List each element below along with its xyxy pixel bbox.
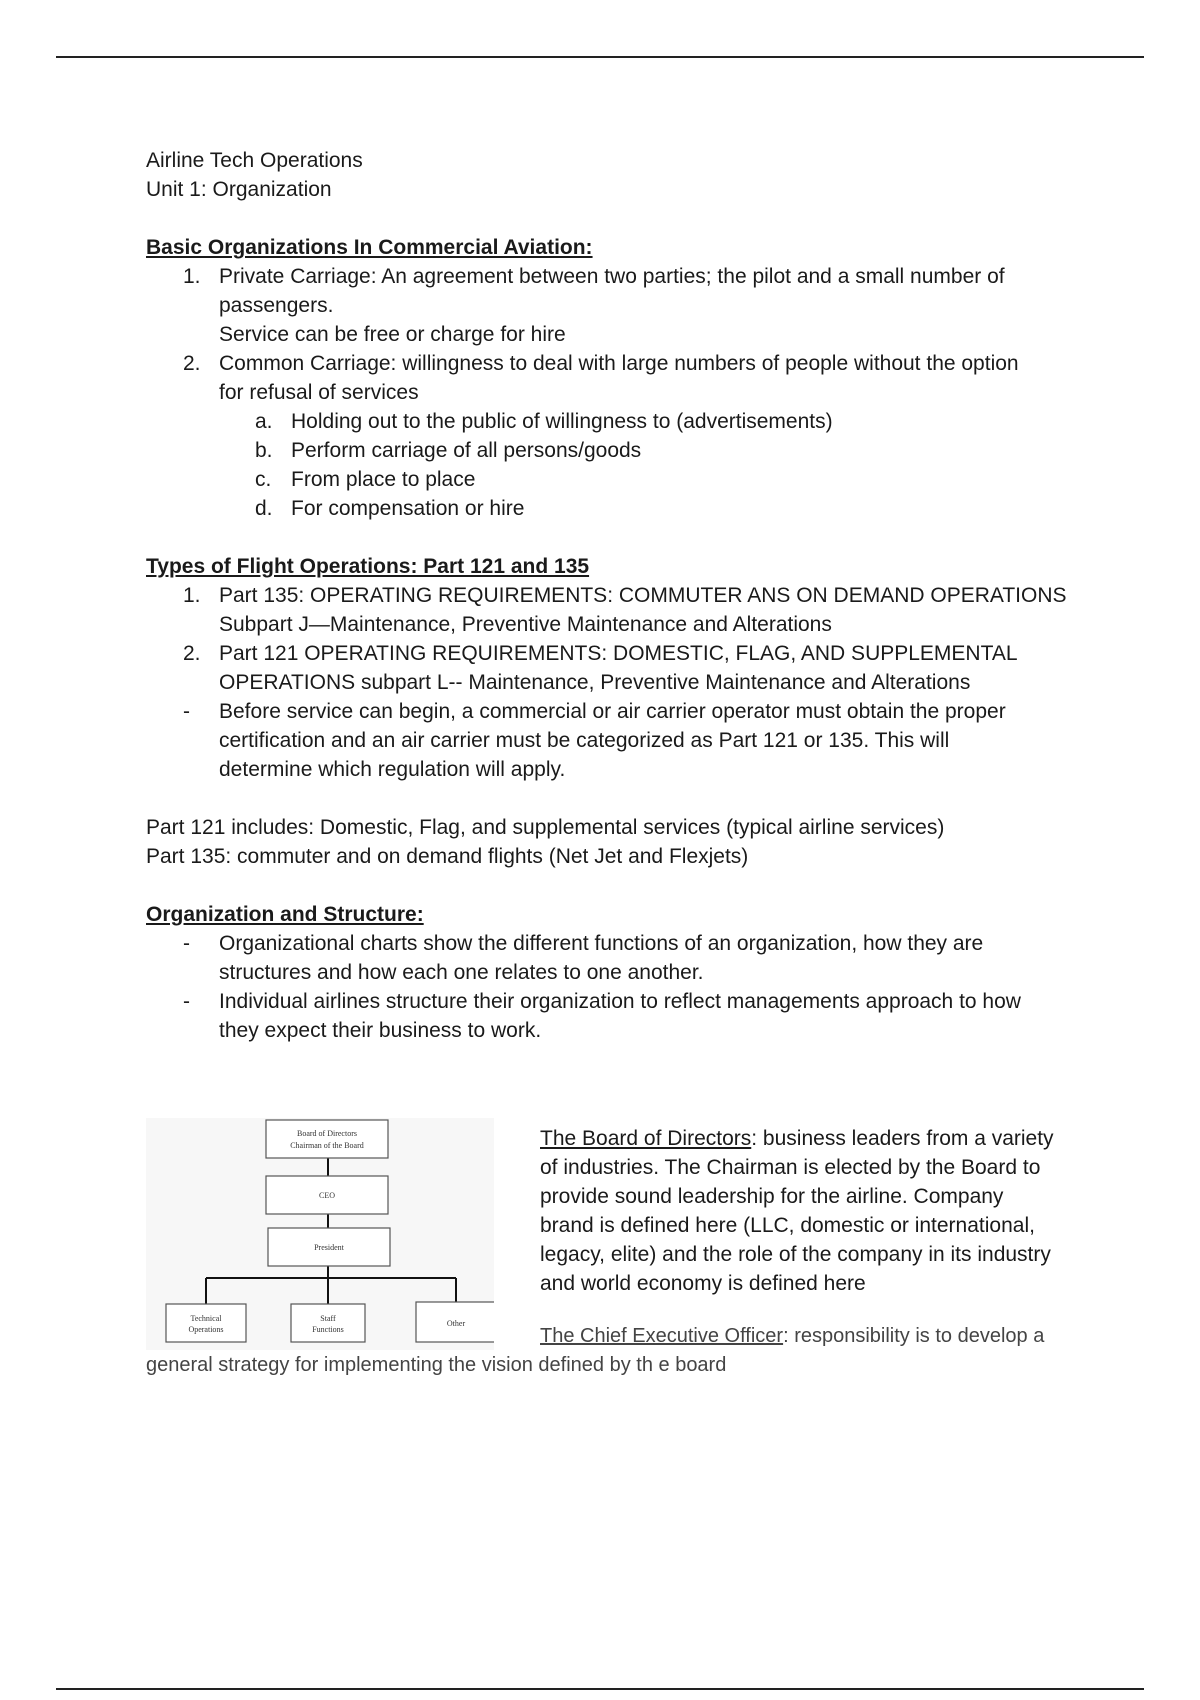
list-item-text: OPERATIONS subpart L-- Maintenance, Preventive Maintenance and Alterations: [219, 671, 971, 694]
list-marker: 1.: [183, 265, 201, 288]
ceo-paragraph: [146, 1322, 1086, 1380]
list-item: [146, 639, 1086, 697]
document-body: [146, 146, 1086, 1045]
section-heading-organization-structure: Organization and Structure:: [146, 903, 424, 926]
list-item-text: certification and an air carrier must be categorized as Part 121 or 135. This will: [219, 729, 950, 752]
ceo-title: The Chief Executive Officer: [540, 1325, 784, 1347]
board-text-line: : business leaders from a variety: [751, 1127, 1054, 1150]
list-item-text: Before service can begin, a commercial or air carrier operator must obtain the proper: [219, 700, 1006, 723]
list-marker: a.: [255, 410, 273, 433]
sub-list-item-text: From place to place: [291, 468, 476, 491]
org-label-technical-1: Technical: [190, 1314, 222, 1323]
org-label-staff-1: Staff: [320, 1314, 336, 1323]
list-item-text: Subpart J—Maintenance, Preventive Maintenance and Alterations: [219, 613, 832, 636]
unit-title: Unit 1: Organization: [146, 178, 332, 201]
org-label-board-1: Board of Directors: [297, 1129, 357, 1138]
list-item: [146, 929, 1086, 987]
list-item-text: Private Carriage: An agreement between two parties; the pilot and a small number of: [219, 265, 1005, 288]
board-text-line: legacy, elite) and the role of the company in its industry: [540, 1243, 1051, 1266]
list-item-text: Service can be free or charge for hire: [219, 323, 566, 346]
sub-list-item-text: Holding out to the public of willingness to (advertisements): [291, 410, 833, 433]
list-item-text: Organizational charts show the different functions of an organization, how they are: [219, 932, 984, 955]
list-item-text: Individual airlines structure their organization to reflect managements approach to how: [219, 990, 1021, 1013]
list-item-text: Part 121 OPERATING REQUIREMENTS: DOMESTIC, FLAG, AND SUPPLEMENTAL: [219, 642, 1018, 665]
sub-list-item-text: Perform carriage of all persons/goods: [291, 439, 642, 462]
list-item-text: structures and how each one relates to one another.: [219, 961, 704, 984]
sub-list-item: [146, 494, 1086, 523]
list-marker: c.: [255, 468, 272, 491]
list-marker: 2.: [183, 642, 201, 665]
org-label-president: President: [314, 1243, 344, 1252]
list-item: [146, 349, 1086, 407]
course-title: Airline Tech Operations: [146, 149, 363, 172]
sub-list-item: [146, 465, 1086, 494]
board-text-line: and world economy is defined here: [540, 1272, 866, 1295]
list-item-text: Part 135: OPERATING REQUIREMENTS: COMMUTER ANS ON DEMAND OPERATIONS: [219, 584, 1067, 607]
sub-list-item: [146, 436, 1086, 465]
list-item: [146, 262, 1086, 349]
note-part-121: Part 121 includes: Domestic, Flag, and supplemental services (typical airline services): [146, 816, 945, 839]
org-chart: [146, 1118, 494, 1350]
list-item: [146, 987, 1086, 1045]
list-marker: 2.: [183, 352, 201, 375]
list-marker: 1.: [183, 584, 201, 607]
list-item-text: Common Carriage: willingness to deal with large numbers of people without the option: [219, 352, 1019, 375]
sub-list-item: [146, 407, 1086, 436]
org-label-other: Other: [446, 1319, 466, 1328]
top-rule: [56, 56, 1144, 58]
list-marker: -: [183, 990, 190, 1013]
list-marker: -: [183, 932, 190, 955]
list-marker: -: [183, 700, 190, 723]
list-item: [146, 581, 1086, 639]
board-text-line: provide sound leadership for the airline. Company: [540, 1185, 1004, 1208]
org-label-staff-2: Functions: [312, 1325, 344, 1334]
board-text-line: brand is defined here (LLC, domestic or international,: [540, 1214, 1035, 1237]
board-title: The Board of Directors: [540, 1127, 752, 1150]
list-item-text: passengers.: [219, 294, 334, 317]
section-heading-basic-organizations: Basic Organizations In Commercial Aviation:: [146, 236, 593, 259]
list-marker: d.: [255, 497, 273, 520]
ceo-text-rest: : responsibility is to develop a: [783, 1325, 1045, 1347]
sub-list-item-text: For compensation or hire: [291, 497, 525, 520]
org-label-ceo: CEO: [319, 1191, 335, 1200]
bottom-rule: [56, 1688, 1144, 1690]
ceo-text-line: general strategy for implementing the vision defined by th e board: [146, 1354, 727, 1376]
org-label-board-2: Chairman of the Board: [290, 1141, 364, 1150]
org-label-technical-2: Operations: [188, 1325, 224, 1334]
note-part-135: Part 135: commuter and on demand flights (Net Jet and Flexjets): [146, 845, 749, 868]
list-item-text: they expect their business to work.: [219, 1019, 542, 1042]
org-box-board: [266, 1120, 388, 1158]
list-item: [146, 697, 1086, 784]
list-marker: b.: [255, 439, 273, 462]
board-of-directors-paragraph: [540, 1124, 1096, 1298]
board-text-line: of industries. The Chairman is elected by the Board to: [540, 1156, 1041, 1179]
list-item-text: determine which regulation will apply.: [219, 758, 566, 781]
section-heading-flight-operations: Types of Flight Operations: Part 121 and 135: [146, 555, 590, 578]
list-item-text: for refusal of services: [219, 381, 419, 404]
